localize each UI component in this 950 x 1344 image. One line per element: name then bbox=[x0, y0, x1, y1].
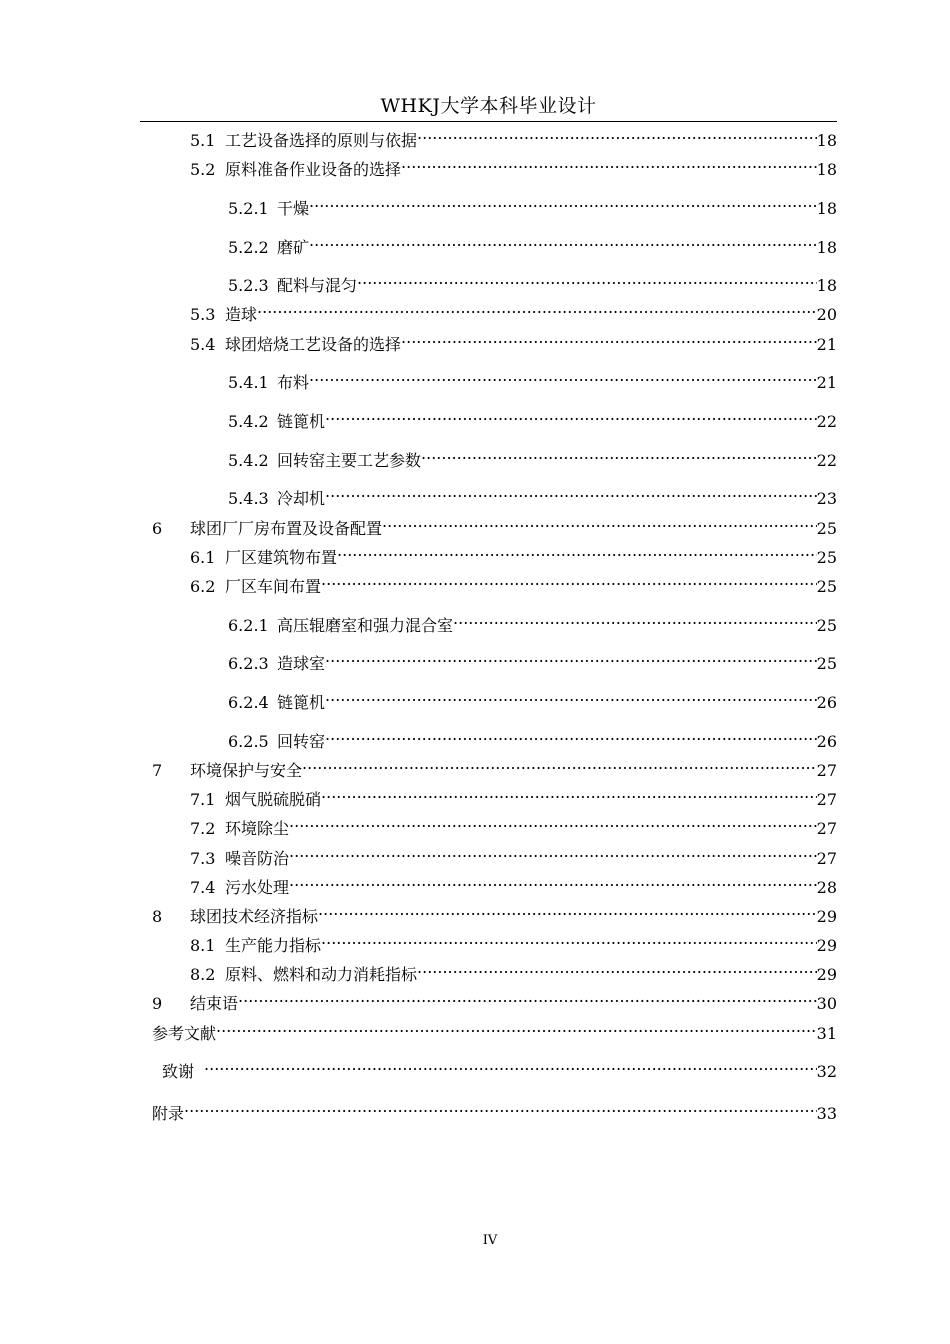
toc-leader-dots bbox=[321, 929, 817, 951]
toc-leader-dots bbox=[309, 192, 817, 214]
toc-leader-dots bbox=[325, 647, 817, 669]
toc-leader-dots bbox=[289, 812, 817, 834]
toc-entry-title: 附录 bbox=[152, 1104, 185, 1123]
toc-entry[interactable] bbox=[190, 929, 837, 957]
toc-entry-title: 污水处理 bbox=[225, 878, 290, 897]
toc-entry-number: 7.3 bbox=[190, 849, 216, 868]
toc-entry-number: 6.2.3 bbox=[228, 654, 269, 673]
toc-entry-number: 5.4.2 bbox=[228, 412, 269, 431]
toc-leader-dots bbox=[302, 754, 817, 776]
toc-entry-number: 6.2 bbox=[190, 577, 216, 596]
toc-leader-dots bbox=[453, 609, 817, 631]
toc-entry[interactable] bbox=[190, 871, 837, 899]
toc-entry-number: 8 bbox=[152, 907, 163, 926]
toc-entry[interactable] bbox=[228, 609, 837, 637]
toc-entry-number: 6.1 bbox=[190, 548, 216, 567]
toc-leader-dots bbox=[289, 871, 817, 893]
toc-entry-page: 27 bbox=[816, 819, 837, 838]
toc-entry-number: 5.4.2 bbox=[228, 451, 269, 470]
toc-entry-title: 生产能力指标 bbox=[225, 936, 322, 955]
toc-entry-number: 6.2.1 bbox=[228, 616, 269, 635]
toc-entry-title: 致谢 bbox=[162, 1062, 195, 1081]
toc-entry-title: 配料与混匀 bbox=[277, 276, 358, 295]
toc-entry-page: 33 bbox=[816, 1104, 837, 1123]
toc-entry-title: 参考文献 bbox=[152, 1024, 217, 1043]
toc-entry-number: 9 bbox=[152, 994, 163, 1013]
toc-entry-title: 环境除尘 bbox=[225, 819, 290, 838]
toc-entry[interactable] bbox=[228, 647, 837, 675]
toc-entry-title: 造球室 bbox=[277, 654, 326, 673]
toc-entry[interactable] bbox=[152, 900, 837, 928]
toc-entry-number: 5.2 bbox=[190, 160, 216, 179]
toc-entry-number: 7 bbox=[152, 761, 163, 780]
toc-leader-dots bbox=[318, 900, 817, 922]
toc-leader-dots bbox=[325, 482, 817, 504]
toc-entry-title: 回转窑 bbox=[277, 732, 326, 751]
toc-entry-number: 7.1 bbox=[190, 790, 216, 809]
toc-entry-page: 25 bbox=[816, 577, 837, 596]
toc-entry-title: 布料 bbox=[277, 373, 310, 392]
toc-entry-title: 厂区车间布置 bbox=[225, 577, 322, 596]
toc-entry-number: 8.2 bbox=[190, 965, 216, 984]
toc-entry-page: 26 bbox=[816, 732, 837, 751]
toc-entry-number: 5.4.3 bbox=[228, 489, 269, 508]
toc-entry-title: 工艺设备选择的原则与依据 bbox=[225, 131, 418, 150]
toc-entry[interactable] bbox=[162, 1055, 837, 1083]
toc-entry-page: 21 bbox=[816, 335, 837, 354]
toc-entry[interactable] bbox=[190, 783, 837, 811]
toc-leader-dots bbox=[204, 1055, 817, 1077]
toc-leader-dots bbox=[257, 298, 817, 320]
toc-entry-title: 环境保护与安全 bbox=[190, 761, 303, 780]
toc-entry-page: 26 bbox=[816, 693, 837, 712]
toc-leader-dots bbox=[321, 783, 817, 805]
toc-entry-page: 28 bbox=[816, 878, 837, 897]
toc-entry[interactable] bbox=[152, 512, 837, 540]
toc-entry-page: 18 bbox=[816, 131, 837, 150]
toc-entry-number: 5.2.2 bbox=[228, 238, 269, 257]
toc-entry-title: 干燥 bbox=[277, 199, 310, 218]
toc-entry-page: 29 bbox=[816, 907, 837, 926]
toc-entry-page: 18 bbox=[816, 199, 837, 218]
toc-entry[interactable] bbox=[152, 754, 837, 782]
toc-leader-dots bbox=[421, 444, 817, 466]
toc-leader-dots bbox=[321, 570, 817, 592]
toc-entry-number: 5.3 bbox=[190, 305, 216, 324]
toc-entry-page: 25 bbox=[816, 548, 837, 567]
toc-entry[interactable] bbox=[152, 1097, 837, 1125]
toc-entry-page: 27 bbox=[816, 790, 837, 809]
toc-entry-title: 链篦机 bbox=[277, 693, 326, 712]
toc-leader-dots bbox=[325, 405, 817, 427]
page-number: IV bbox=[482, 1233, 498, 1248]
toc-entry-title: 厂区建筑物布置 bbox=[225, 548, 338, 567]
toc-entry-page: 23 bbox=[816, 489, 837, 508]
toc-entry[interactable] bbox=[190, 298, 837, 326]
toc-entry-title: 链篦机 bbox=[277, 412, 326, 431]
toc-entry-title: 烟气脱硫脱硝 bbox=[225, 790, 322, 809]
toc-entry-number: 5.1 bbox=[190, 131, 216, 150]
toc-entry-number: 7.4 bbox=[190, 878, 216, 897]
toc-entry-number: 6.2.5 bbox=[228, 732, 269, 751]
toc-leader-dots bbox=[289, 842, 817, 864]
toc-entry-page: 29 bbox=[816, 965, 837, 984]
toc-entry[interactable] bbox=[228, 231, 837, 259]
toc-leader-dots bbox=[357, 269, 817, 291]
toc-leader-dots bbox=[216, 1017, 817, 1039]
toc-entry-title: 噪音防治 bbox=[225, 849, 290, 868]
toc-entry[interactable] bbox=[228, 366, 837, 394]
toc-leader-dots bbox=[309, 231, 817, 253]
toc-entry-page: 18 bbox=[816, 276, 837, 295]
toc-entry-page: 21 bbox=[816, 373, 837, 392]
toc-entry[interactable] bbox=[190, 812, 837, 840]
toc-entry-title: 原料准备作业设备的选择 bbox=[225, 160, 402, 179]
toc-entry-number: 5.2.3 bbox=[228, 276, 269, 295]
toc-entry-page: 31 bbox=[816, 1024, 837, 1043]
toc-entry[interactable] bbox=[228, 405, 837, 433]
toc-entry-number: 6 bbox=[152, 519, 163, 538]
toc-entry[interactable] bbox=[152, 987, 837, 1015]
toc-entry-title: 高压辊磨室和强力混合室 bbox=[277, 616, 454, 635]
toc-entry[interactable] bbox=[190, 153, 837, 181]
toc-entry-title: 原料、燃料和动力消耗指标 bbox=[225, 965, 418, 984]
toc-entry-page: 27 bbox=[816, 849, 837, 868]
toc-entry-page: 25 bbox=[816, 519, 837, 538]
toc-entry[interactable] bbox=[228, 444, 837, 472]
toc-entry-page: 32 bbox=[816, 1062, 837, 1081]
toc-entry[interactable] bbox=[228, 686, 837, 714]
toc-entry-page: 27 bbox=[816, 761, 837, 780]
toc-leader-dots bbox=[382, 512, 817, 534]
toc-entry-number: 5.4.1 bbox=[228, 373, 269, 392]
toc-entry-number: 5.4 bbox=[190, 335, 216, 354]
toc-leader-dots bbox=[417, 124, 817, 146]
toc-entry[interactable] bbox=[152, 1017, 837, 1045]
toc-entry-page: 29 bbox=[816, 936, 837, 955]
toc-entry-number: 8.1 bbox=[190, 936, 216, 955]
toc-entry[interactable] bbox=[190, 570, 837, 598]
toc-entry-title: 球团技术经济指标 bbox=[190, 907, 319, 926]
toc-entry[interactable] bbox=[228, 192, 837, 220]
toc-entry[interactable] bbox=[228, 725, 837, 753]
toc-entry-title: 磨矿 bbox=[277, 238, 310, 257]
toc-entry[interactable] bbox=[228, 482, 837, 510]
toc-entry[interactable] bbox=[190, 124, 837, 152]
toc-entry-title: 回转窑主要工艺参数 bbox=[277, 451, 422, 470]
toc-entry[interactable] bbox=[190, 958, 837, 986]
toc-leader-dots bbox=[184, 1097, 817, 1119]
toc-entry-number: 6.2.4 bbox=[228, 693, 269, 712]
toc-entry-title: 造球 bbox=[225, 305, 258, 324]
toc-entry-page: 20 bbox=[816, 305, 837, 324]
toc-entry-number: 5.2.1 bbox=[228, 199, 269, 218]
toc-leader-dots bbox=[309, 366, 817, 388]
toc-leader-dots bbox=[325, 686, 817, 708]
toc-entry-page: 22 bbox=[816, 451, 837, 470]
toc-leader-dots bbox=[417, 958, 817, 980]
toc-entry-page: 18 bbox=[816, 238, 837, 257]
toc-entry-page: 18 bbox=[816, 160, 837, 179]
toc-leader-dots bbox=[337, 541, 817, 563]
toc-entry-title: 冷却机 bbox=[277, 489, 326, 508]
toc-entry-title: 结束语 bbox=[190, 994, 239, 1013]
toc-entry-page: 22 bbox=[816, 412, 837, 431]
toc-leader-dots bbox=[401, 328, 817, 350]
toc-entry-page: 25 bbox=[816, 654, 837, 673]
toc-leader-dots bbox=[325, 725, 817, 747]
toc-entry-page: 25 bbox=[816, 616, 837, 635]
toc-leader-dots bbox=[401, 153, 817, 175]
page-header-title: WHKJ大学本科毕业设计 bbox=[380, 95, 597, 117]
toc-entry-title: 球团厂厂房布置及设备配置 bbox=[190, 519, 383, 538]
toc-entry-title: 球团焙烧工艺设备的选择 bbox=[225, 335, 402, 354]
toc-entry-page: 30 bbox=[816, 994, 837, 1013]
toc-leader-dots bbox=[238, 987, 817, 1009]
toc-entry[interactable] bbox=[190, 541, 837, 569]
toc-entry[interactable] bbox=[228, 269, 837, 297]
toc-entry[interactable] bbox=[190, 842, 837, 870]
toc-entry[interactable] bbox=[190, 328, 837, 356]
toc-entry-number: 7.2 bbox=[190, 819, 216, 838]
